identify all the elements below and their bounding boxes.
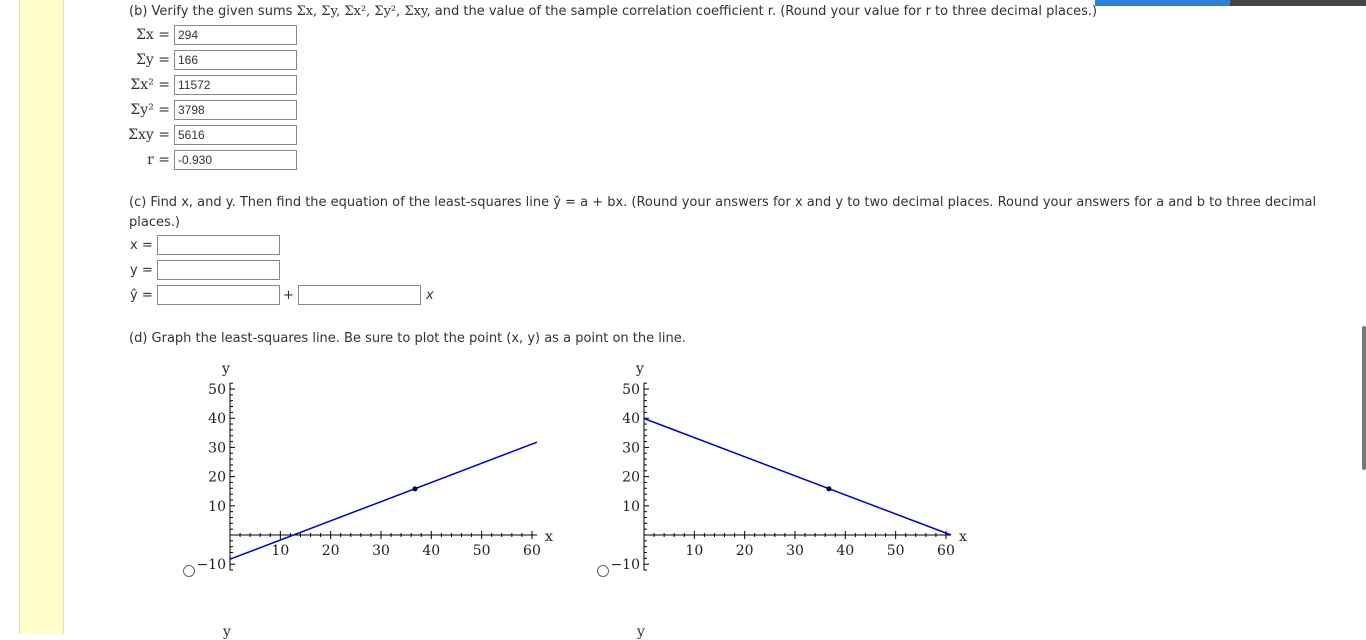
y-tick-label: 10 [622, 498, 640, 515]
top-progress-bar [1095, 0, 1230, 6]
ybar-label: y = [130, 263, 153, 278]
x-tick-label: 30 [786, 543, 804, 559]
y-tick-label: 30 [208, 440, 226, 457]
part-d-prompt: (d) Graph the least-squares line. Be sure to plot the point (x, y) as a point on the line. [129, 331, 686, 346]
xbar-label: x = [130, 238, 153, 253]
left-margin-strip [19, 0, 64, 634]
x-tick-label: 20 [321, 543, 340, 559]
x-tick-label: 40 [422, 543, 441, 559]
y-tick-label: 30 [622, 440, 640, 457]
x-tick-label: 60 [937, 543, 955, 559]
part-b-label-3: Σy² = [130, 102, 170, 118]
part-b-input-1[interactable] [174, 50, 297, 70]
next-graph-y-label-1: y [223, 624, 231, 640]
scrollbar-thumb[interactable] [1362, 326, 1366, 470]
part-b-input-0[interactable] [174, 25, 297, 45]
part-b-prompt: (b) Verify the given sums Σx, Σy, Σx², Σy², Σxy, and the value of the sample correlation coefficient r. (Round your value for r to three decimal places.) [129, 4, 1098, 19]
part-b-label-2: Σx² = [130, 77, 170, 93]
x-tick-label: 60 [523, 543, 541, 559]
graph-option-1 [195, 350, 565, 580]
x-tick-label: 40 [836, 543, 855, 559]
next-graph-y-label-2: y [637, 624, 645, 640]
part-c-prompt-line2: places.) [129, 215, 180, 230]
y-tick-label: −10 [196, 557, 226, 574]
y-tick-label: 20 [622, 469, 640, 486]
mean-point [412, 486, 417, 491]
x-tick-label: 10 [271, 543, 290, 559]
y-tick-label: 40 [622, 411, 640, 428]
graph-option-2 [609, 350, 979, 580]
part-b-label-0: Σx = [136, 27, 170, 43]
ybar-input[interactable] [157, 260, 280, 280]
y-tick-label: 20 [208, 469, 226, 486]
y-tick-label: 50 [622, 382, 640, 398]
x-suffix: x [426, 288, 434, 303]
xbar-input[interactable] [157, 235, 280, 255]
x-axis-label: x [545, 529, 553, 545]
part-b-input-3[interactable] [174, 100, 297, 120]
y-tick-label: 40 [208, 411, 226, 428]
part-b-label-5: r = [147, 152, 170, 168]
y-tick-label: 10 [208, 498, 226, 515]
part-b-input-5[interactable] [174, 150, 297, 170]
y-axis-label: y [222, 361, 230, 378]
a-input[interactable] [157, 285, 280, 305]
y-tick-label: −10 [610, 557, 640, 574]
x-axis-label: x [959, 529, 967, 545]
mean-point [826, 486, 831, 491]
part-b-label-1: Σy = [136, 52, 170, 68]
x-tick-label: 20 [735, 543, 754, 559]
x-tick-label: 30 [372, 543, 390, 559]
part-c-prompt-line1: (c) Find x, and y. Then find the equation of the least-squares line ŷ = a + bx. (Round your answers for x and y to two decimal places. Round your answers for a and b to three decimal [129, 195, 1317, 210]
y-axis-label: y [636, 361, 644, 378]
graph-option-2-radio[interactable] [597, 565, 609, 577]
x-tick-label: 50 [472, 543, 491, 559]
y-tick-label: 50 [208, 382, 226, 398]
yhat-label: ŷ = [130, 288, 153, 303]
graph-option-1-radio[interactable] [183, 565, 195, 577]
least-squares-line [644, 418, 951, 535]
least-squares-line [230, 442, 537, 559]
b-input[interactable] [298, 285, 421, 305]
top-bar [1230, 0, 1366, 6]
part-b-input-2[interactable] [174, 75, 297, 95]
part-b-input-4[interactable] [174, 125, 297, 145]
x-tick-label: 10 [685, 543, 704, 559]
plus-sign: + [283, 288, 294, 303]
x-tick-label: 50 [886, 543, 905, 559]
part-b-label-4: Σxy = [128, 127, 170, 143]
